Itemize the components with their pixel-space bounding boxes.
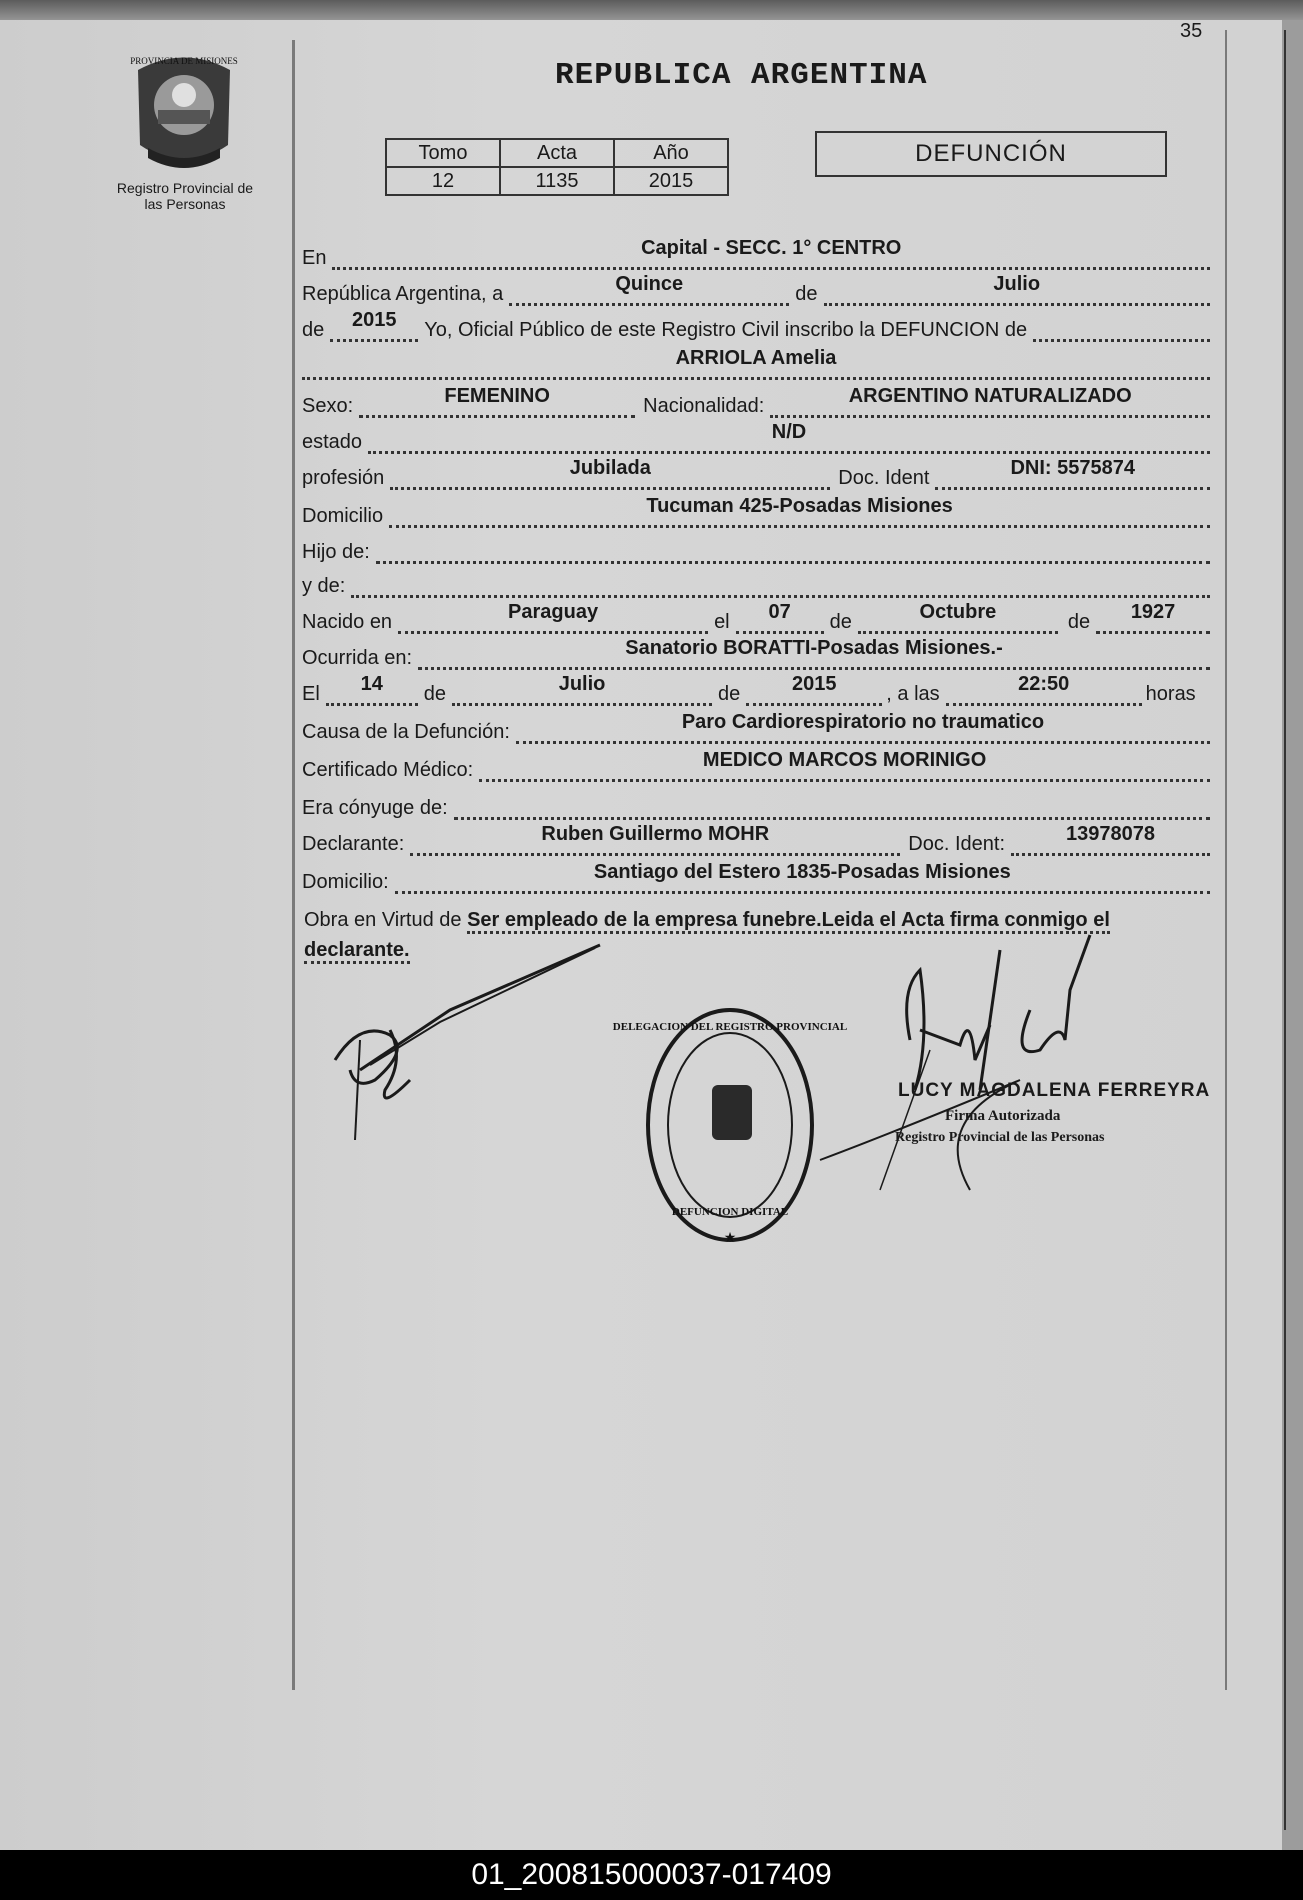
left-margin-line (292, 40, 295, 1690)
birth-year-field: 1927 (1096, 603, 1210, 634)
day-field: Quince (509, 275, 789, 306)
certificate-field: MEDICO MARCOS MORINIGO (479, 751, 1210, 782)
scan-top-edge (0, 0, 1303, 22)
row-cause: Causa de la Defunción: Paro Cardiorespiratorio no traumatico (302, 710, 1210, 744)
row-profession: profesión Jubilada Doc. Ident DNI: 5575874 (302, 456, 1210, 490)
seal-ring-text: DELEGACION DEL REGISTRO PROVINCIAL (612, 1021, 848, 1033)
place-field: Capital - SECC. 1° CENTRO (332, 239, 1210, 270)
nationality-field: ARGENTINO NATURALIZADO (770, 387, 1210, 418)
declarant-field: Ruben Guillermo MOHR (410, 825, 900, 856)
row-place: En Capital - SECC. 1° CENTRO (302, 236, 1210, 270)
anio-value: 2015 (614, 167, 728, 195)
row-address: Domicilio Tucuman 425-Posadas Misiones (302, 494, 1210, 528)
declarant-id-field: 13978078 (1011, 825, 1210, 856)
spouse-field (454, 789, 1210, 820)
registry-caption: Registro Provincial de las Personas (116, 180, 254, 212)
row-birth: Nacido en Paraguay el 07 de Octubre de 1927 (302, 600, 1210, 634)
occurred-place-field: Sanatorio BORATTI-Posadas Misiones.- (418, 639, 1210, 670)
official-name: LUCY MAGDALENA FERREYRA (898, 1080, 1211, 1101)
row-and-of: y de: (302, 564, 1210, 598)
obra-en-virtud: Obra en Virtud de Ser empleado de la empresa funebre.Leida el Acta firma conmigo el declarante. (304, 905, 1214, 965)
row-child-of: Hijo de: (302, 530, 1210, 564)
row-death-date: El 14 de Julio de 2015 , a las 22:50 horas (302, 673, 1196, 705)
row-date: República Argentina, a Quince de Julio (302, 272, 1210, 306)
tomo-header: Tomo (386, 139, 500, 167)
death-day-field: 14 (326, 675, 418, 706)
civil-status-field: N/D (368, 423, 1210, 454)
anio-header: Año (614, 139, 728, 167)
month-field: Julio (824, 275, 1211, 306)
birth-day-field: 07 (736, 603, 824, 634)
death-time-field: 22:50 (946, 675, 1142, 706)
acta-value: 1135 (500, 167, 614, 195)
right-margin-line (1225, 30, 1227, 1690)
year-field: 2015 (330, 311, 418, 342)
death-year-field: 2015 (746, 675, 882, 706)
tomo-value: 12 (386, 167, 500, 195)
page-number: 35 (1180, 20, 1203, 42)
record-meta-table (385, 138, 729, 196)
birthplace-field: Paraguay (398, 603, 708, 634)
row-occurred: Ocurrida en: Sanatorio BORATTI-Posadas Misiones.- (302, 636, 1210, 670)
scan-right-edge-line (1284, 30, 1286, 1830)
declarant-signature-icon (330, 940, 610, 1150)
official-office: Registro Provincial de las Personas (895, 1130, 1105, 1145)
mother-field (351, 567, 1210, 598)
footer-code: 01_200815000037-017409 (0, 1850, 1303, 1900)
inscribo-trailing-field (1033, 311, 1210, 342)
row-declarant: Declarante: Ruben Guillermo MOHR Doc. Ident: 13978078 (302, 822, 1210, 856)
seal-inner-text: DEFUNCION DIGITAL (671, 1206, 789, 1218)
father-field (376, 533, 1210, 564)
row-sex-nationality: Sexo: FEMENINO Nacionalidad: ARGENTINO NATURALIZADO (302, 384, 1210, 418)
document-title: REPUBLICA ARGENTINA (555, 58, 928, 93)
address-field: Tucuman 425-Posadas Misiones (389, 497, 1210, 528)
row-spouse: Era cónyuge de: (302, 786, 1210, 820)
profession-field: Jubilada (390, 459, 830, 490)
record-type-box: DEFUNCIÓN (815, 131, 1167, 177)
official-signature-icon (820, 930, 1180, 1210)
row-civil-status: estado N/D (302, 420, 1210, 454)
document-id-field: DNI: 5575874 (935, 459, 1210, 490)
official-seal-icon (612, 1000, 848, 1250)
logo-ring-text: PROVINCIA DE MISIONES (130, 56, 238, 66)
svg-text:★: ★ (723, 1229, 737, 1245)
acta-header: Acta (500, 139, 614, 167)
deceased-name-field: ARRIOLA Amelia (302, 349, 1210, 380)
row-declarant-address: Domicilio: Santiago del Estero 1835-Posadas Misiones (302, 860, 1210, 894)
declarant-address-field: Santiago del Estero 1835-Posadas Misiones (395, 863, 1210, 894)
row-certificate: Certificado Médico: MEDICO MARCOS MORINIGO (302, 748, 1210, 782)
official-role: Firma Autorizada (945, 1108, 1061, 1124)
sex-field: FEMENINO (359, 387, 635, 418)
birth-month-field: Octubre (858, 603, 1058, 634)
row-year: de 2015 Yo, Oficial Público de este Registro Civil inscribo la DEFUNCION de (302, 308, 1210, 342)
cause-field: Paro Cardiorespiratorio no traumatico (516, 713, 1210, 744)
death-month-field: Julio (452, 675, 712, 706)
obra-text: Ser empleado de la empresa funebre.Leida el Acta firma conmigo el declarante. (304, 909, 1110, 964)
row-name (302, 346, 1210, 380)
province-coat-of-arms-icon (128, 50, 240, 170)
